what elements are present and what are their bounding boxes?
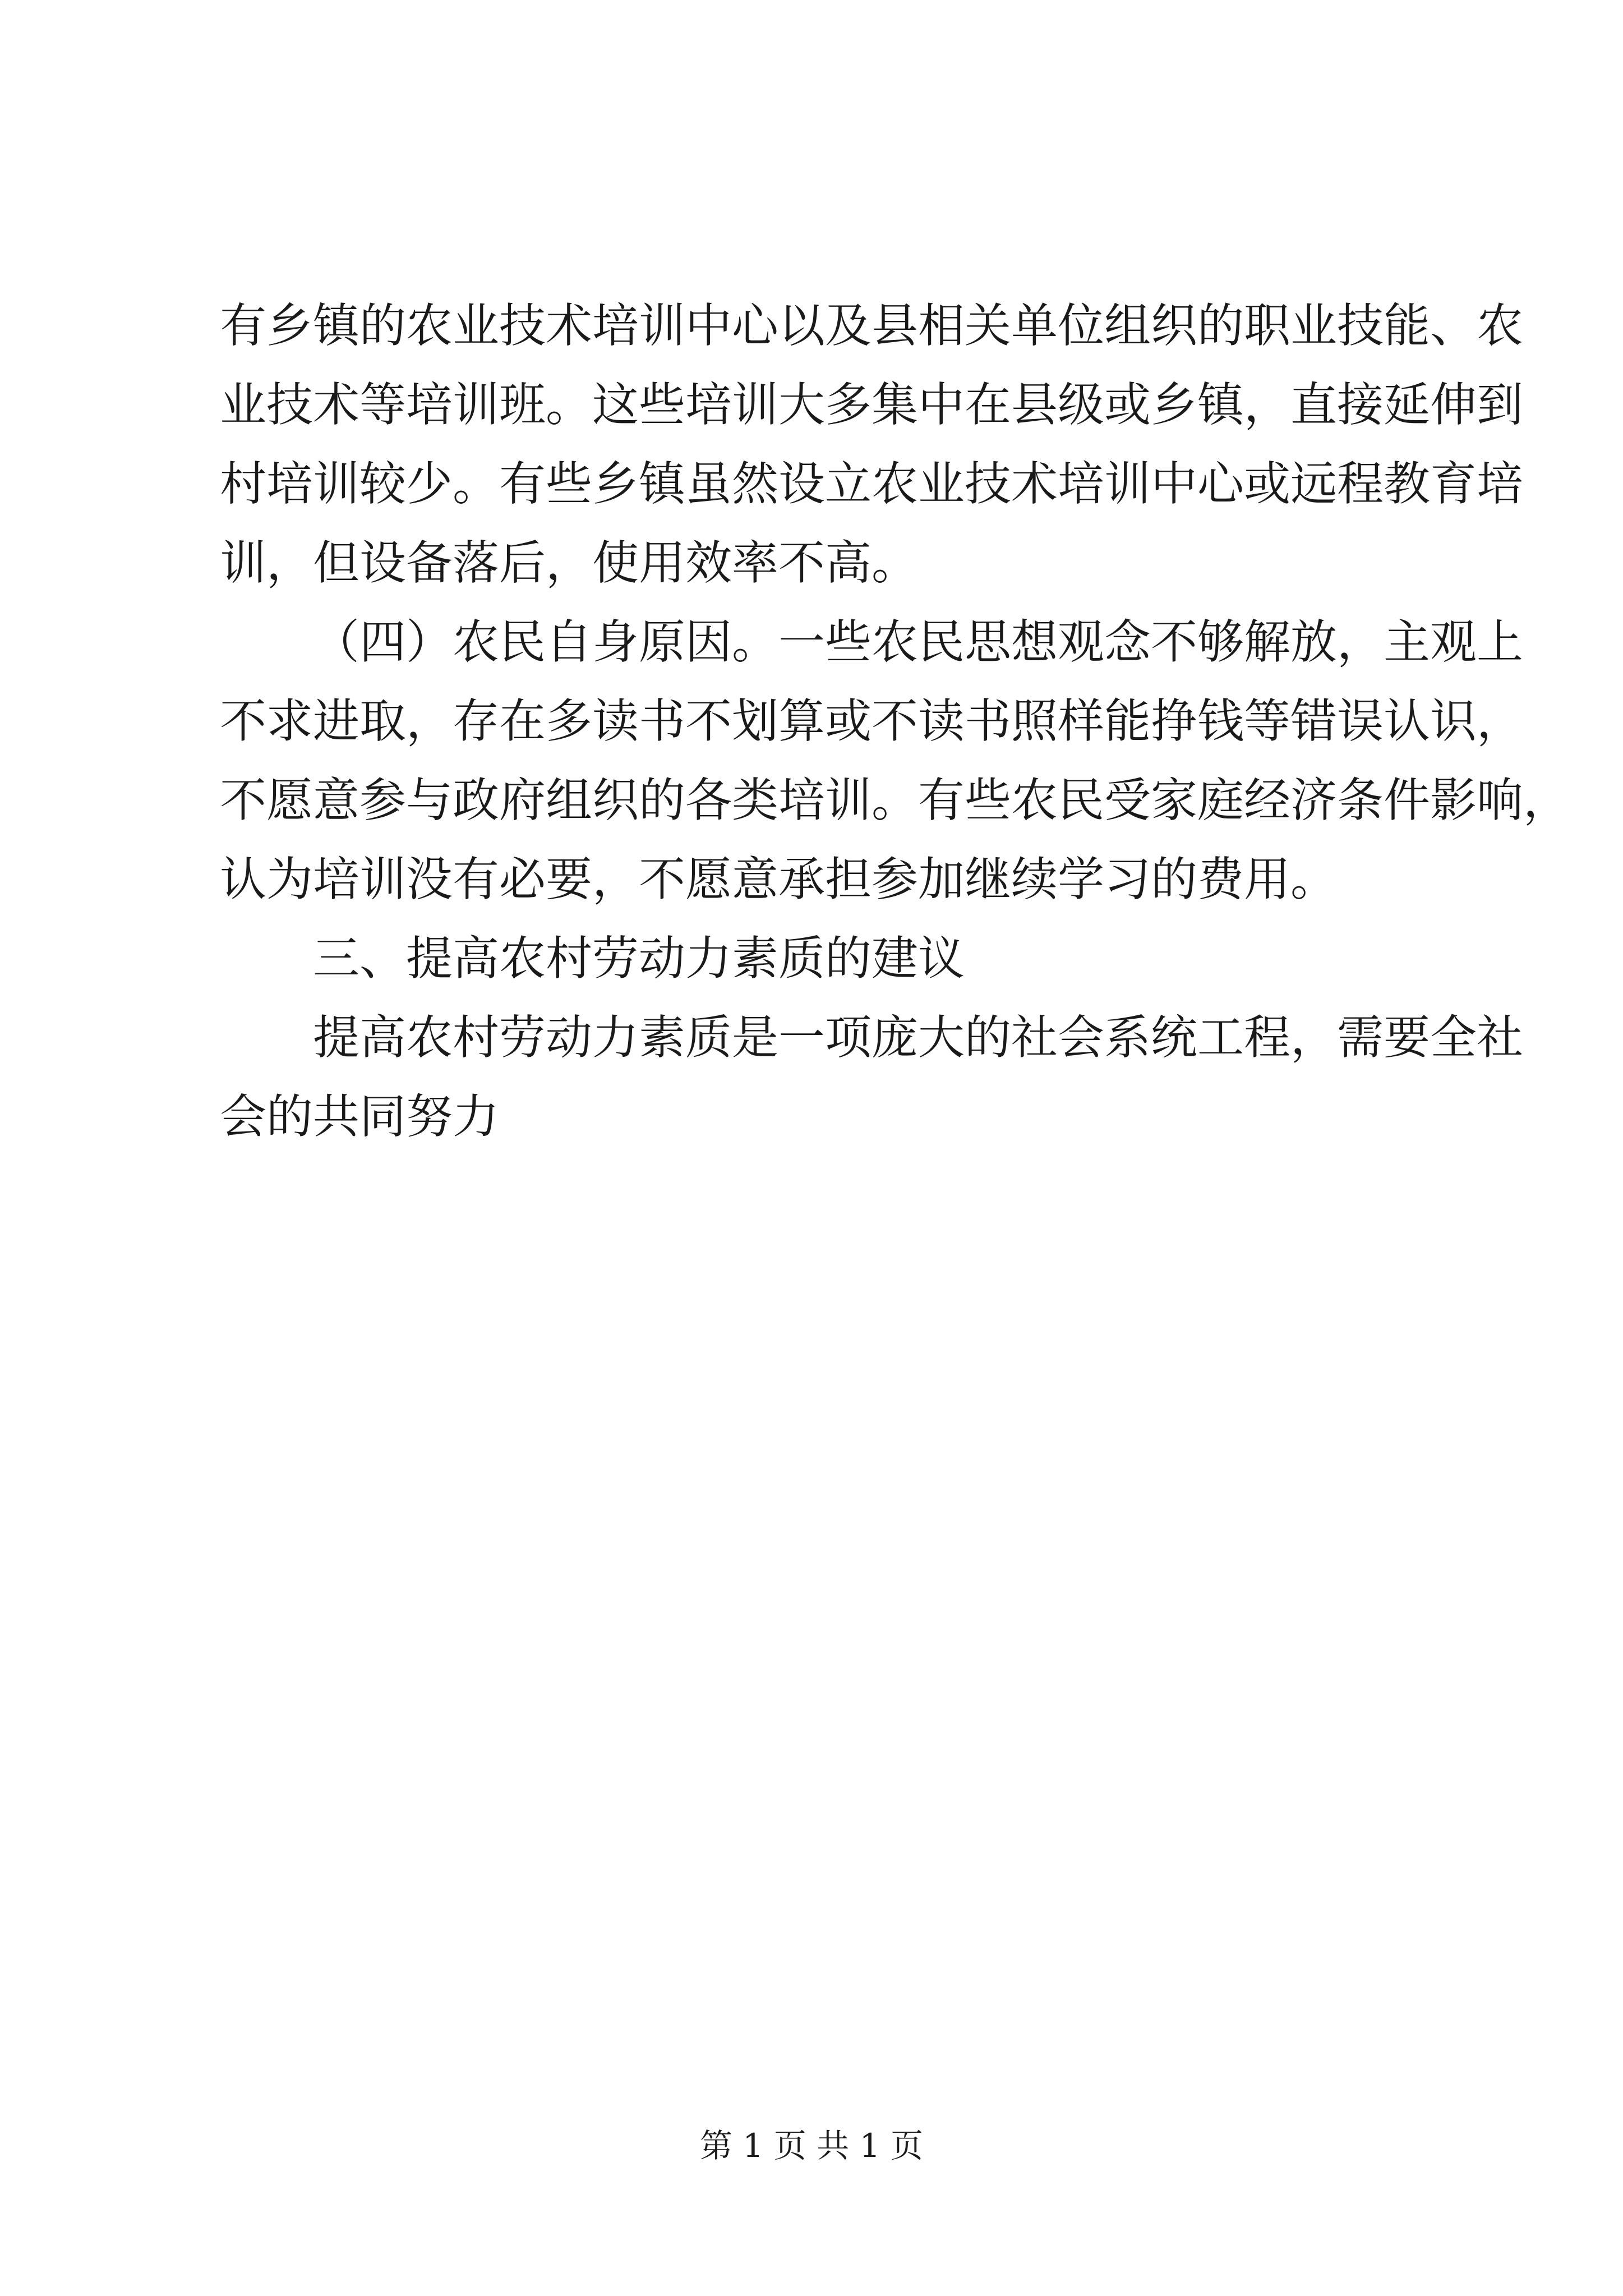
body-text	[220, 298, 1570, 1172]
text-line-1: 有乡镇的农业技术培训中心以及县相关单位组织的职业技能、农	[220, 298, 1523, 353]
text-line-3: 村培训较少。有些乡镇虽然设立农业技术培训中心或远程教育培	[220, 457, 1523, 511]
text-line-10: 提高农村劳动力素质是一项庞大的社会系统工程，需要全社	[313, 1010, 1523, 1065]
text-line-11: 会的共同努力	[220, 1089, 499, 1144]
text-line-4: 训，但设备落后，使用效率不高。	[220, 536, 918, 590]
text-line-2: 业技术等培训班。这些培训大多集中在县级或乡镇，直接延伸到	[220, 378, 1523, 432]
text-line-7: 不愿意参与政府组织的各类培训。有些农民受家庭经济条件影响，	[220, 773, 1570, 827]
text-line-8: 认为培训没有必要，不愿意承担参加继续学习的费用。	[220, 852, 1337, 907]
page-number-footer: 第 1 页 共 1 页	[700, 2127, 923, 2165]
text-line-6: 不求进取，存在多读书不划算或不读书照样能挣钱等错误认识，	[220, 694, 1523, 748]
text-line-5: （四）农民自身原因。一些农民思想观念不够解放，主观上	[313, 615, 1523, 669]
section-heading: 三、提高农村劳动力素质的建议	[313, 931, 965, 986]
